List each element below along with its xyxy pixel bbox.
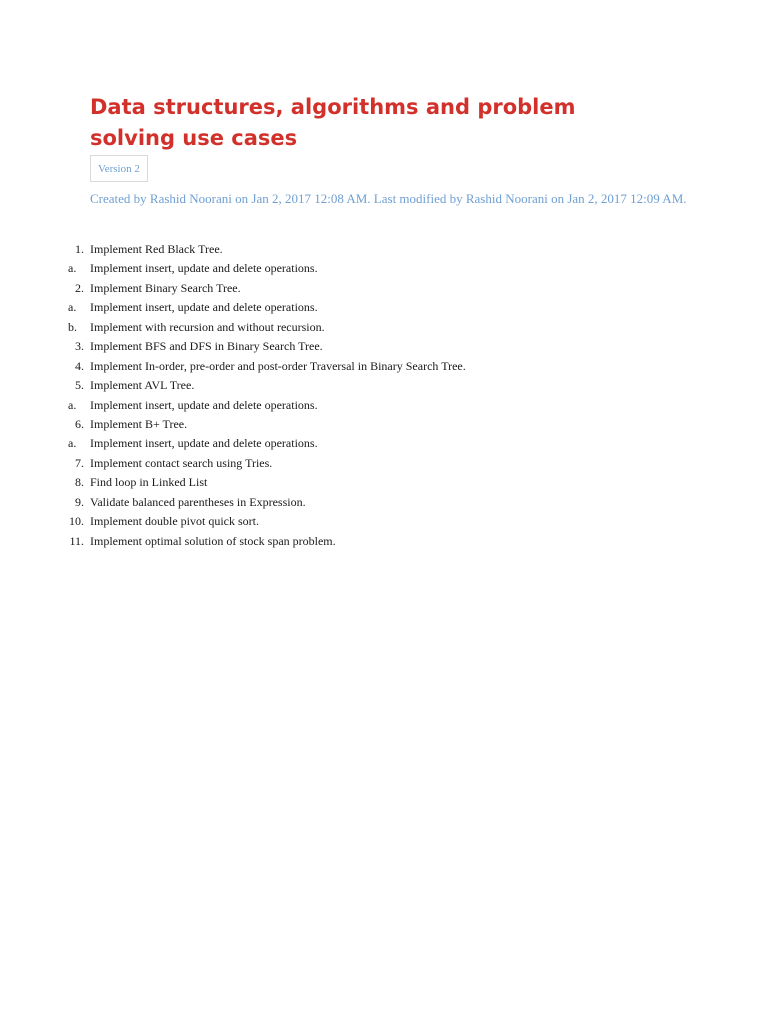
page-title-line-2: solving use cases: [90, 126, 298, 150]
page-title: [90, 92, 576, 154]
list-item-text: Implement Red Black Tree.: [90, 242, 223, 256]
list-item-text: Implement B+ Tree.: [90, 416, 188, 431]
list-item-text: Implement double pivot quick sort.: [90, 514, 259, 529]
list-marker: 2.: [75, 280, 84, 295]
list-marker: a.: [68, 397, 77, 412]
list-marker: 1.: [75, 242, 84, 256]
page-title-line-1: Data structures, algorithms and problem: [90, 95, 576, 119]
list-marker: b.: [68, 319, 77, 334]
list-marker: 4.: [75, 358, 84, 373]
list-item-text: Implement contact search using Tries.: [90, 455, 273, 470]
list-item-text: Find loop in Linked List: [90, 475, 208, 490]
list-marker: 8.: [75, 475, 84, 490]
list-marker: a.: [68, 436, 77, 451]
list-item-text: Validate balanced parentheses in Expression.: [90, 494, 306, 509]
list-marker: a.: [68, 261, 77, 276]
list-marker: 10.: [69, 514, 84, 529]
list-item-text: Implement insert, update and delete operations.: [90, 397, 318, 412]
version-badge[interactable]: Version 2: [90, 155, 148, 182]
list-item-text: Implement insert, update and delete operations.: [90, 436, 318, 451]
list-marker: 9.: [75, 494, 84, 509]
list-item-text: Implement insert, update and delete operations.: [90, 261, 318, 276]
list-marker: 6.: [75, 416, 84, 431]
list-marker: 11.: [69, 533, 84, 548]
list-item-text: Implement optimal solution of stock span problem.: [90, 533, 336, 548]
list-item-text: Implement BFS and DFS in Binary Search Tree.: [90, 339, 323, 354]
list-item-text: Implement insert, update and delete operations.: [90, 300, 318, 315]
list-marker: a.: [68, 300, 77, 315]
list-item-text: Implement with recursion and without recursion.: [90, 319, 325, 334]
list-marker: 5.: [75, 378, 84, 393]
document-metadata: Created by Rashid Noorani on Jan 2, 2017 12:08 AM. Last modified by Rashid Noorani on Jan 2, 2017 12:09 AM.: [90, 191, 687, 206]
list-marker: 7.: [75, 455, 84, 470]
list-item-text: Implement AVL Tree.: [90, 378, 195, 393]
list-item-text: Implement In-order, pre-order and post-order Traversal in Binary Search Tree.: [90, 358, 466, 373]
list-marker: 3.: [75, 339, 84, 354]
list-item-text: Implement Binary Search Tree.: [90, 280, 241, 295]
